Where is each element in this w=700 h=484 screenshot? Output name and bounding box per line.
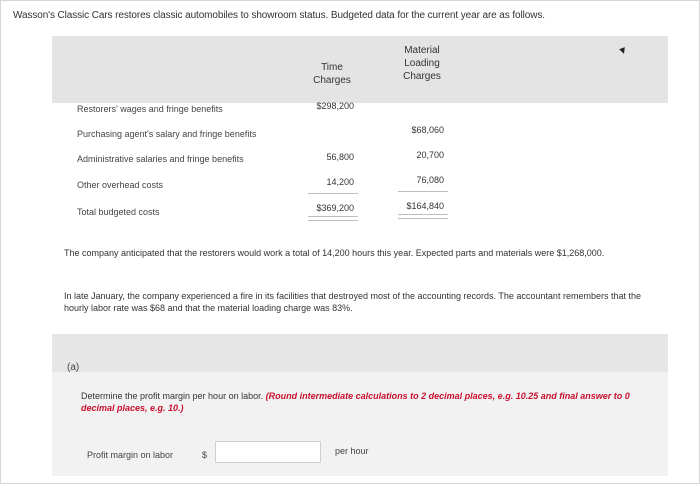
hours-paragraph: The company anticipated that the restorers would work a total of 14,200 hours this year. Expected parts and materials were $1,268,000.	[64, 248, 605, 258]
part-a-header	[52, 334, 668, 372]
total-rule-time	[308, 216, 358, 221]
budget-table	[52, 27, 668, 233]
subtotal-rule-time	[308, 193, 358, 194]
per-hour-unit: per hour	[335, 446, 369, 456]
profit-margin-input[interactable]	[215, 441, 321, 463]
part-a-label: (a)	[67, 362, 80, 373]
cell-time-restorers-wages: $298,200	[316, 101, 354, 111]
cell-time-other-overhead: 14,200	[326, 177, 354, 187]
cell-time-total: $369,200	[316, 203, 354, 213]
cell-time-administrative-salaries: 56,800	[326, 152, 354, 162]
subtotal-rule-material	[398, 191, 448, 192]
part-a-section	[52, 334, 668, 476]
cell-material-administrative-salaries: 20,700	[416, 150, 444, 160]
row-label-purchasing-agent: Purchasing agent's salary and fringe benefits	[77, 129, 257, 139]
part-a-question	[81, 390, 651, 414]
cell-material-purchasing-agent: $68,060	[411, 125, 444, 135]
cell-material-other-overhead: 76,080	[416, 175, 444, 185]
rounding-instruction: (Round intermediate calculations to 2 decimal places, e.g. 10.25 and final answer to 0 decimal places, e.g. 10.)	[81, 391, 630, 413]
row-label-administrative-salaries: Administrative salaries and fringe benefits	[77, 154, 244, 164]
row-label-total-budgeted: Total budgeted costs	[77, 207, 160, 217]
currency-symbol: $	[202, 450, 208, 460]
problem-intro: Wasson's Classic Cars restores classic automobiles to showroom status. Budgeted data for the current year are as follows.	[13, 10, 545, 21]
column-header-material-loading: Material Loading Charges	[403, 45, 441, 82]
question-text: Determine the profit margin per hour on labor.	[81, 391, 264, 401]
cell-material-total: $164,840	[406, 201, 444, 211]
profit-margin-label: Profit margin on labor	[87, 450, 174, 460]
total-rule-material	[398, 214, 448, 219]
fire-paragraph: In late January, the company experienced a fire in its facilities that destroyed most of the accounting records. The accountant remembers that the hourly labor rate was $68 and that the material loading charge was 83%.	[64, 291, 641, 313]
row-label-other-overhead: Other overhead costs	[77, 180, 164, 190]
column-header-time-charges: Time Charges	[313, 62, 351, 86]
row-label-restorers-wages: Restorers' wages and fringe benefits	[77, 104, 223, 114]
